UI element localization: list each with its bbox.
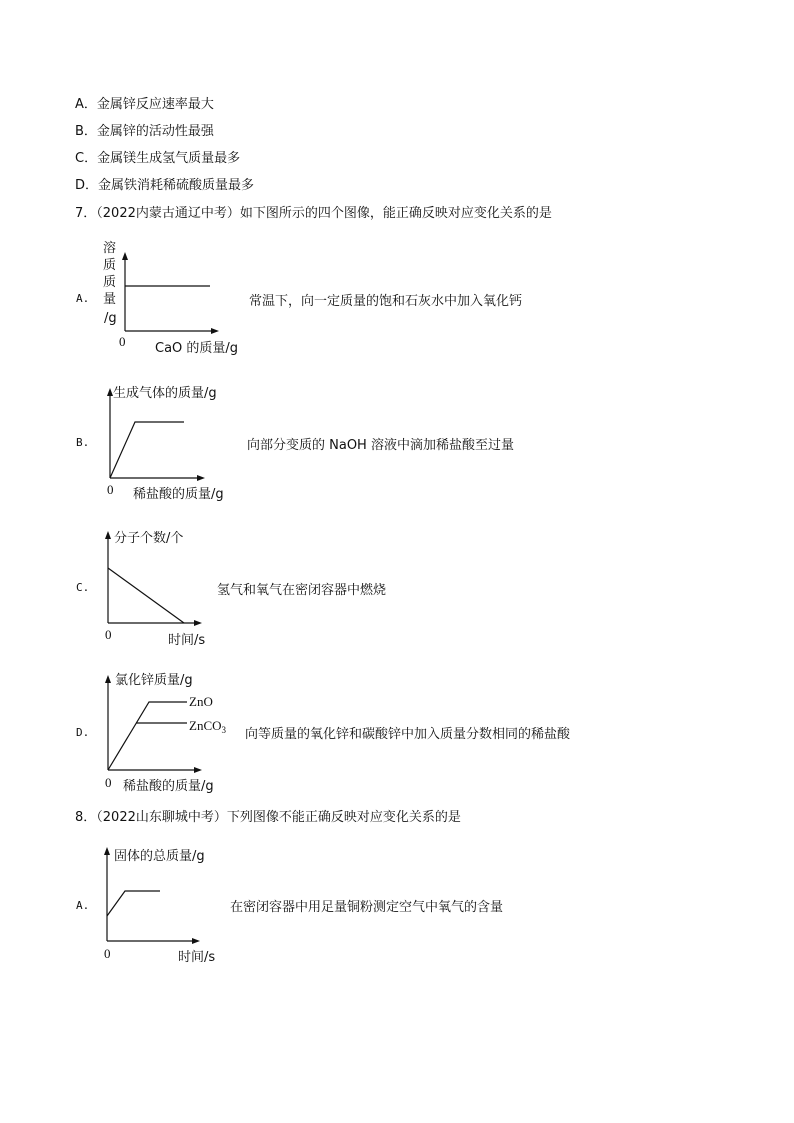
y-axis-label: 量 [103,292,117,307]
data-curve-zno [108,702,187,770]
x-axis-label: 稀盐酸的质量/g [133,487,224,502]
q7-option-d-graph [95,670,255,795]
y-axis-label: 氯化锌质量/g [115,673,193,688]
y-axis-label: 质 [103,275,117,290]
x-axis-arrow [211,328,219,334]
q7-option-a-graph [95,236,255,361]
x-axis-arrow [197,475,205,481]
y-axis-label: 生成气体的质量/g [113,386,217,401]
x-axis-arrow [192,938,200,944]
q7-option-b-desc: 向部分变质的 NaOH 溶液中滴加稀盐酸至过量 [247,438,514,453]
y-axis-label: 质 [103,258,117,273]
curve-label-znco3: ZnCO$_3$ [189,718,226,735]
q7-option-a-label: A. [76,292,90,305]
q8-option-a-desc: 在密闭容器中用足量铜粉测定空气中氧气的含量 [230,900,504,915]
x-axis-label: 时间/s [178,950,216,965]
y-axis-label: /g [104,311,117,326]
origin-label: 0 [119,334,126,349]
y-axis-arrow [122,252,128,260]
origin-label: 0 [105,627,112,642]
q7-option-b-label: B. [76,436,90,449]
x-axis-label: 时间/s [168,633,206,648]
q8-option-a-label: A. [76,899,90,912]
q7-option-a-desc: 常温下，向一定质量的饱和石灰水中加入氧化钙 [249,294,523,309]
curve-label-zno: ZnO [189,694,213,709]
prev-option-a: A．金属锌反应速率最大 [75,97,214,112]
y-axis-label: 分子个数/个 [114,531,184,546]
prev-option-b: B．金属锌的活动性最强 [75,124,214,139]
origin-label: 0 [107,482,114,497]
data-curve [110,422,184,478]
origin-label: 0 [104,946,111,961]
q7-option-d-label: D. [76,726,90,739]
y-axis-arrow [105,675,111,683]
y-axis-arrow [105,531,111,539]
origin-label: 0 [105,775,112,790]
q7-option-c-desc: 氢气和氧气在密闭容器中燃烧 [217,583,387,598]
q7-option-c-label: C. [76,581,90,594]
data-curve [107,891,160,916]
y-axis-label: 固体的总质量/g [114,849,205,864]
data-curve [108,568,184,623]
prev-option-d: D．金属铁消耗稀硫酸质量最多 [75,178,255,193]
y-axis-arrow [104,847,110,855]
y-axis-label: 溶 [103,241,117,256]
x-axis-arrow [194,767,202,773]
x-axis-label: CaO 的质量/g [155,341,239,356]
x-axis-label: 稀盐酸的质量/g [123,779,214,794]
x-axis-arrow [194,620,202,626]
prev-option-c: C．金属镁生成氢气质量最多 [75,151,241,166]
q7-stem: 7．（2022内蒙古通辽中考）如下图所示的四个图像，能正确反映对应变化关系的是 [75,206,552,221]
q8-stem: 8．（2022山东聊城中考）下列图像不能正确反映对应变化关系的是 [75,810,461,825]
q7-option-d-desc: 向等质量的氧化锌和碳酸锌中加入质量分数相同的稀盐酸 [245,727,571,742]
